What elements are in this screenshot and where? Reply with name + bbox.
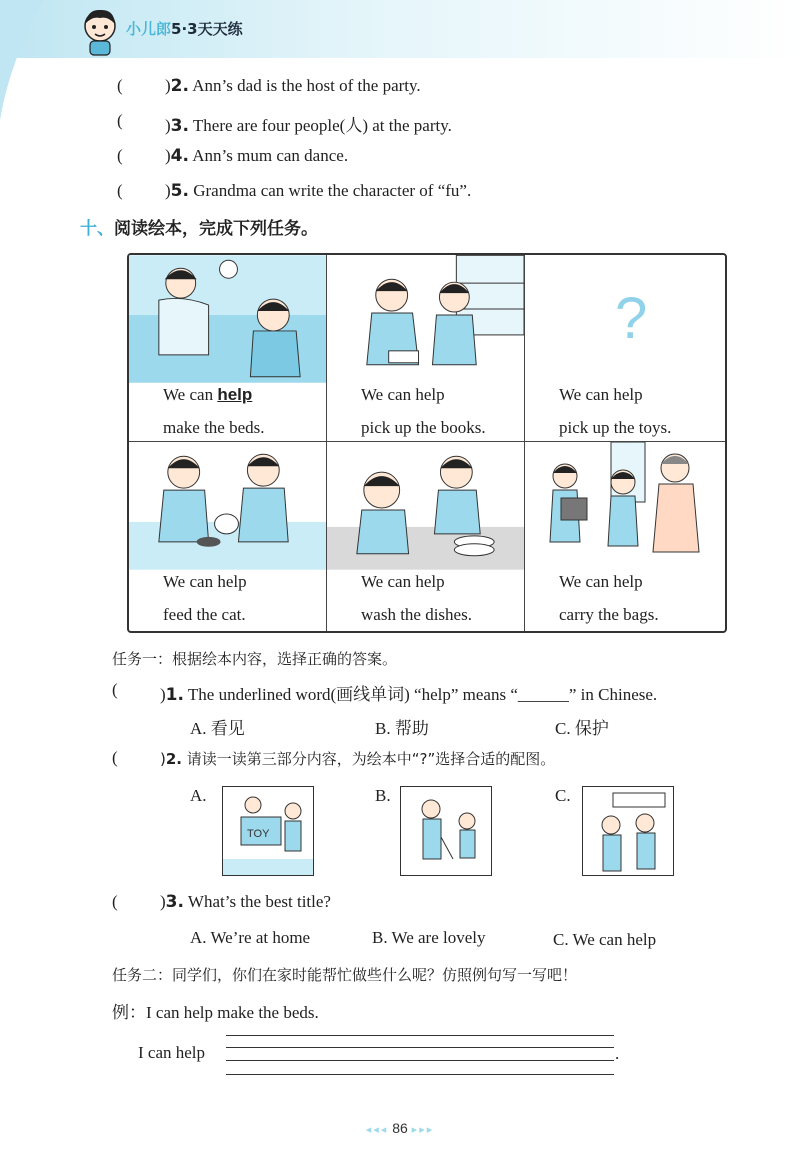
answer-paren[interactable]: ( — [112, 892, 118, 911]
task1-title: 任务一：根据绘本内容，选择正确的答案。 — [112, 650, 398, 668]
task1-question-2: )2. 请读一读第三部分内容，为绘本中“?”选择合适的配图。 — [160, 750, 556, 768]
caption-line-2: pick up the books. — [361, 418, 486, 437]
question-5: )5. Grandma can write the character of “fu”. — [165, 181, 472, 201]
question-mark-icon: ? — [615, 286, 648, 351]
brand-cn: 小儿郎 — [126, 20, 172, 38]
answer-paren[interactable]: ( — [117, 146, 123, 165]
task1-question-1: )1. The underlined word(画线单词) “help” means “______” in Chinese. — [160, 685, 658, 705]
caption-line-1: We can help — [361, 385, 445, 404]
writing-line-4[interactable] — [226, 1074, 614, 1075]
illustration-wash-dishes — [327, 442, 524, 570]
option-b[interactable]: B. We are lovely — [372, 928, 486, 947]
task2-prompt: I can help — [138, 1043, 206, 1062]
footer-dots-right: ▸▸▸ — [411, 1124, 435, 1136]
writing-line-1[interactable] — [226, 1035, 614, 1036]
sweeping-picture-icon — [401, 787, 491, 875]
question-3: )3. There are four people(人) at the party. — [165, 116, 452, 136]
page-edge-decoration — [0, 0, 44, 1172]
option-c[interactable]: C. We can help — [553, 930, 657, 949]
caption-line-2: wash the dishes. — [361, 605, 472, 624]
option-b[interactable]: B. 帮助 — [375, 719, 429, 738]
caption-line-1: We can help — [559, 385, 643, 404]
writing-line-2[interactable] — [226, 1047, 614, 1048]
option-a-label[interactable]: A. — [190, 786, 207, 805]
answer-paren[interactable]: ( — [112, 748, 118, 767]
sentence-end-period: . — [615, 1044, 620, 1063]
story-panel-6 — [525, 442, 725, 631]
option-b-label[interactable]: B. — [375, 786, 391, 805]
answer-paren[interactable]: ( — [117, 181, 123, 200]
illustration-pick-up-books — [327, 255, 524, 383]
option-c-label[interactable]: C. — [555, 786, 571, 805]
mascot-boy-icon — [78, 6, 122, 56]
section-number: 十、 — [80, 219, 114, 239]
story-panel-4 — [129, 442, 327, 631]
caption-line-2: carry the bags. — [559, 605, 659, 624]
option-b-picture[interactable] — [400, 786, 492, 876]
picture-book-grid — [127, 253, 727, 633]
option-a-picture[interactable] — [222, 786, 314, 876]
writing-line-3[interactable] — [226, 1060, 614, 1061]
caption-line-2: make the beds. — [163, 418, 265, 437]
task2-title: 任务二：同学们，你们在家时能帮忙做些什么呢？仿照例句写一写吧！ — [112, 966, 578, 984]
brand-title — [126, 18, 243, 39]
option-c-picture[interactable] — [582, 786, 674, 876]
kitchen-picture-icon — [583, 787, 673, 875]
caption-line-1: We can help — [559, 572, 643, 591]
caption-line-1: We can help — [163, 572, 247, 591]
caption-line-2: pick up the toys. — [559, 418, 672, 437]
footer-dots-left: ◂◂◂ — [365, 1124, 389, 1136]
option-c[interactable]: C. 保护 — [555, 719, 609, 738]
question-2: )2. Ann’s dad is the host of the party. — [165, 76, 421, 96]
caption-line-1: We can help — [163, 385, 253, 404]
answer-paren[interactable]: ( — [117, 111, 123, 130]
toy-box-label: TOY — [247, 828, 270, 840]
answer-paren[interactable]: ( — [112, 680, 118, 699]
page-number: 86 — [392, 1120, 408, 1136]
illustration-carry-bags — [525, 442, 725, 570]
toys-picture-icon — [223, 787, 313, 875]
illustration-make-beds — [129, 255, 326, 383]
task1-question-3: )3. What’s the best title? — [160, 892, 331, 912]
option-a[interactable]: A. 看见 — [190, 719, 245, 738]
page-footer — [340, 1120, 460, 1136]
story-panel-5 — [327, 442, 525, 631]
section-title — [80, 214, 318, 239]
question-4: )4. Ann’s mum can dance. — [165, 146, 349, 166]
story-panel-3 — [525, 255, 725, 442]
story-panel-1 — [129, 255, 327, 442]
task2-example: 例：I can help make the beds. — [112, 1003, 319, 1022]
story-panel-2 — [327, 255, 525, 442]
section-heading: 阅读绘本，完成下列任务。 — [114, 219, 318, 239]
option-a[interactable]: A. We’re at home — [190, 928, 311, 947]
illustration-feed-cat — [129, 442, 326, 570]
underlined-word-help: help — [217, 385, 253, 404]
answer-paren[interactable]: ( — [117, 76, 123, 95]
caption-line-1: We can help — [361, 572, 445, 591]
brand-rest: 5·3天天练 — [171, 20, 243, 38]
caption-line-2: feed the cat. — [163, 605, 246, 624]
